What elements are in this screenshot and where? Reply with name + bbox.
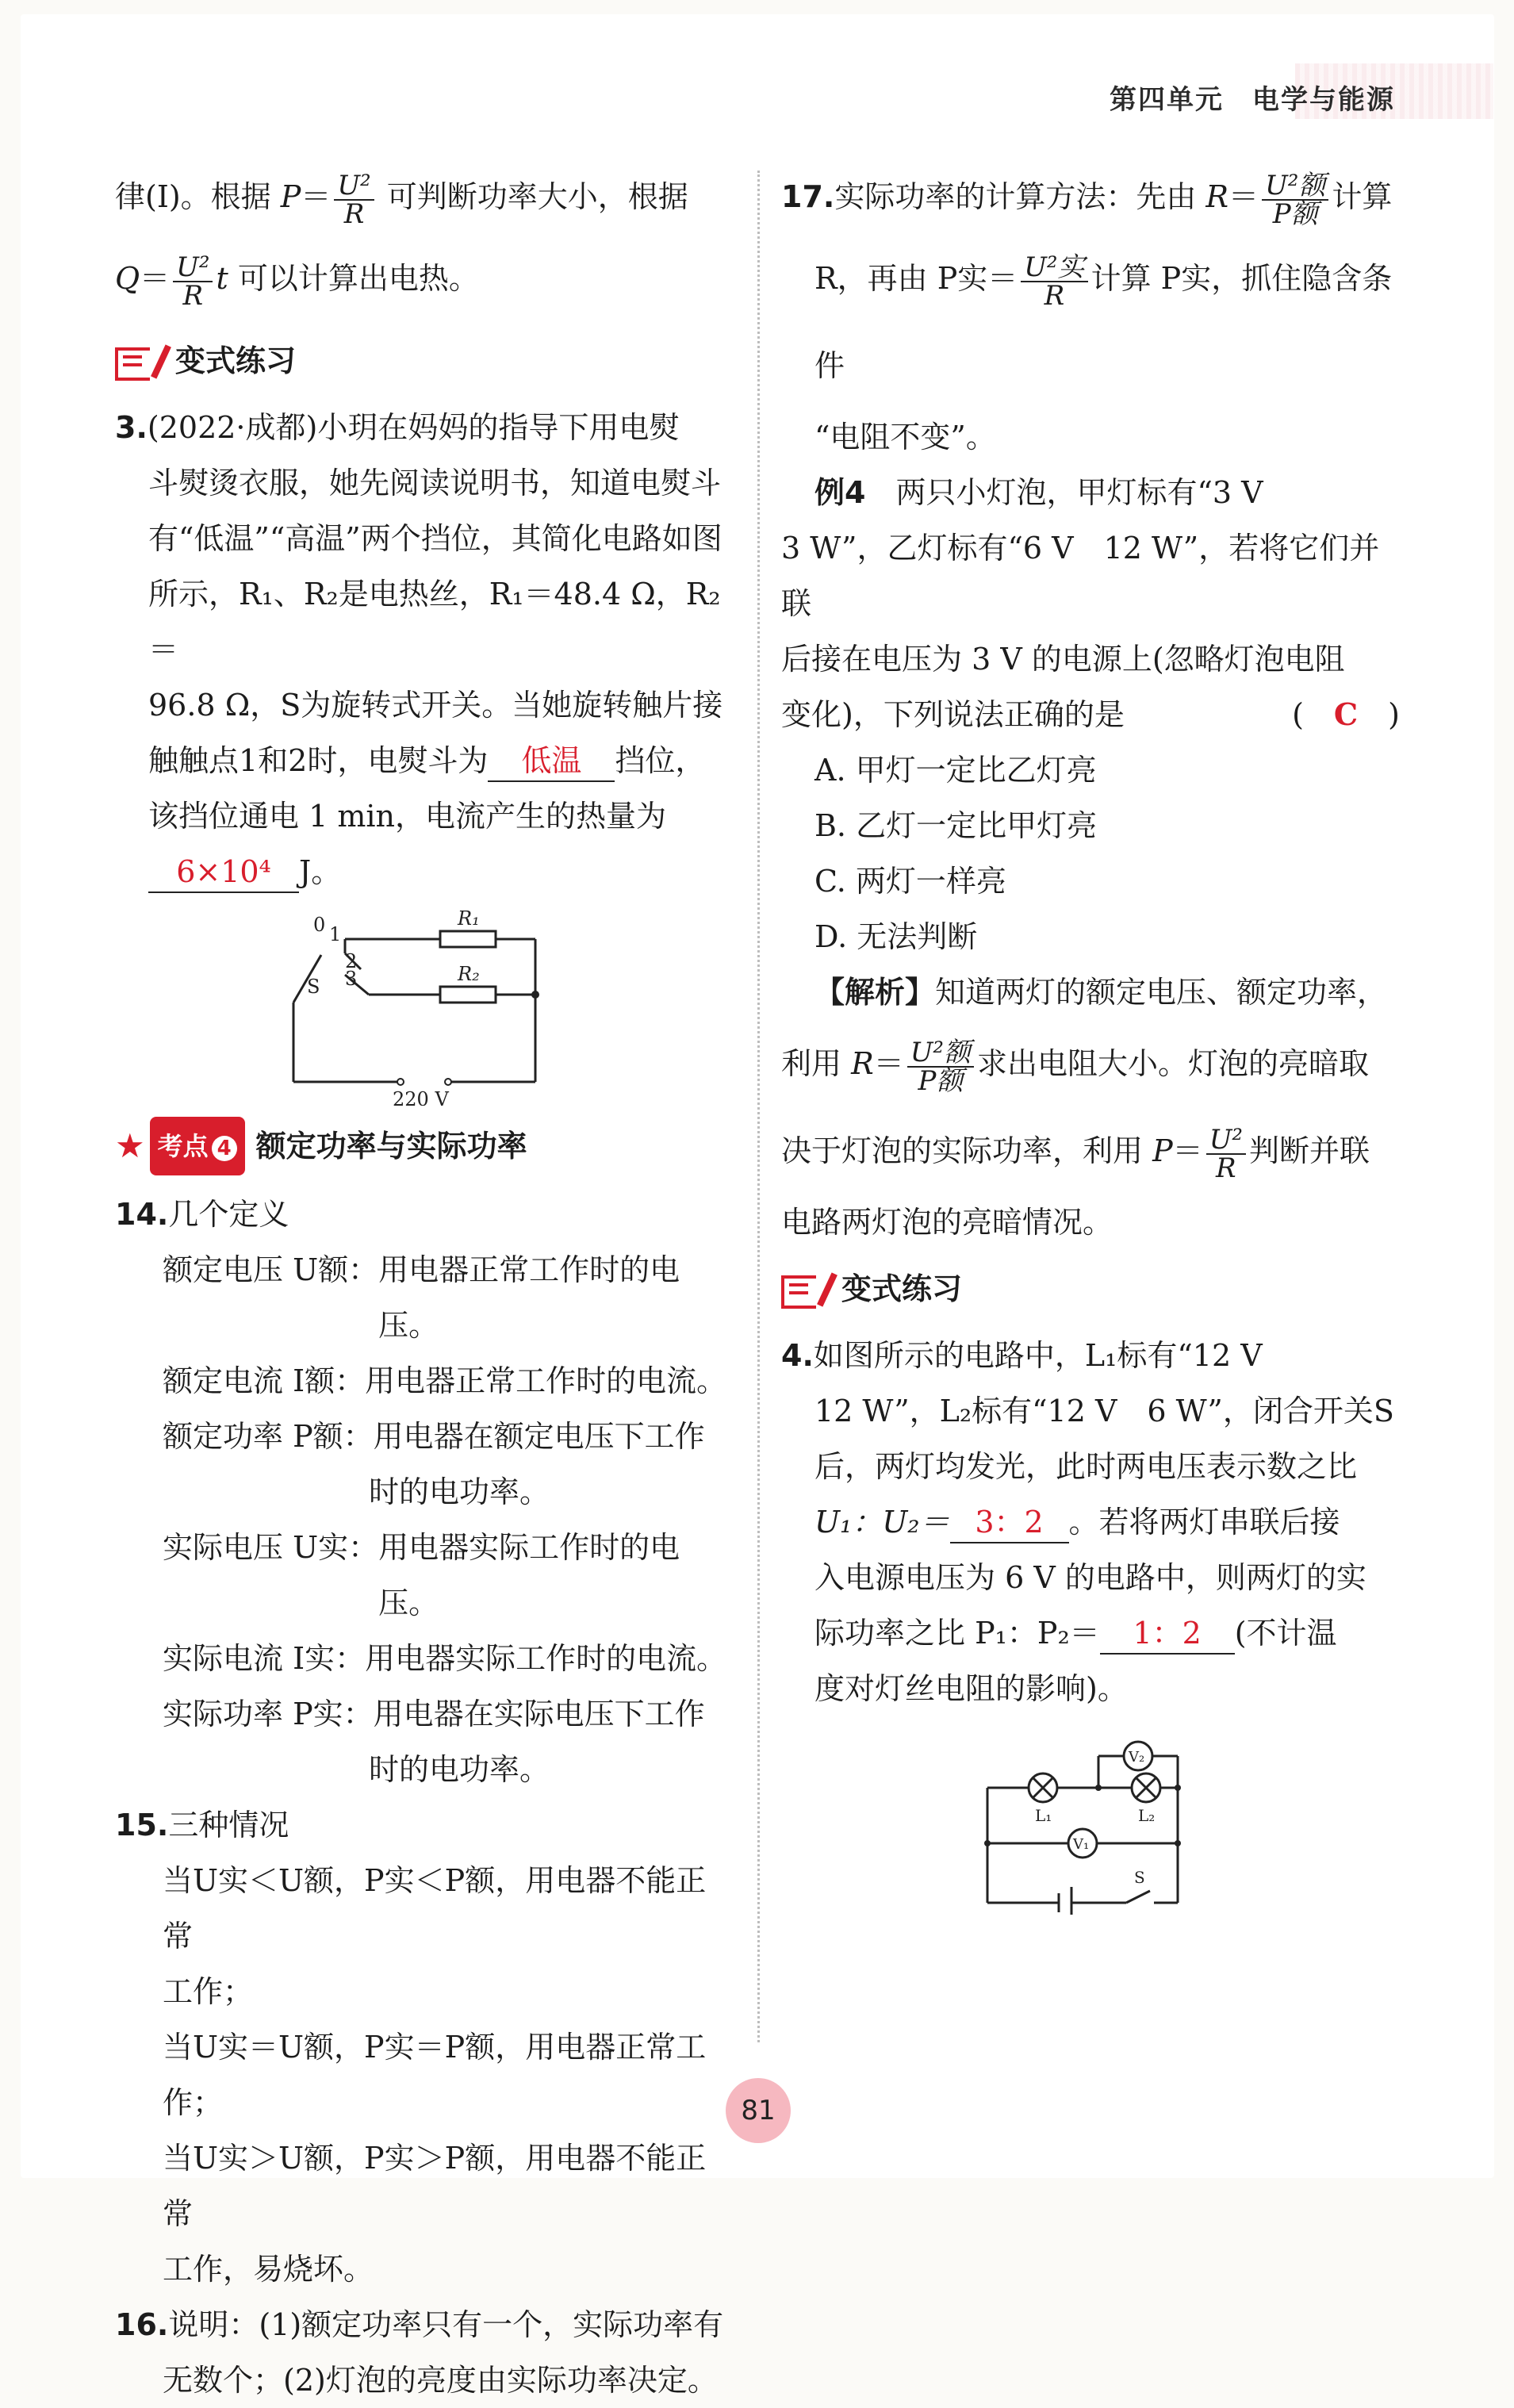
- def-row: 实际电压 U实： 用电器实际工作时的电压。: [163, 1530, 680, 1620]
- item-16: 16.说明：(1)额定功率只有一个，实际功率有 无数个；(2)灯泡的亮度由实际功率决定。: [115, 2307, 724, 2398]
- svg-text:2: 2: [345, 950, 358, 972]
- answer-blank-heat: 6×10⁴: [148, 852, 299, 893]
- question-3: 3.(2022·成都)小玥在妈妈的指导下用电熨 斗熨烫衣服，她先阅读说明书，知道电熨斗 有“低温”“高温”两个挡位，其简化电路如图 所示，R₁、R₂是电热丝，R₁＝48.4 Ω，R₂＝ 96.8 Ω，S为旋转式开关。当她旋转触片接 触触点1和2时，电熨斗为 低温 挡位， 该挡位通电 1 min，电流产生的热量为 6×10⁴ J。 R₁ R₂ 0 1 2 3 S 220 V: [115, 400, 734, 1106]
- item-15: 15.三种情况 当U实＜U额，P实＜P额，用电器不能正常 工作； 当U实＝U额，P实＝P额，用电器正常工作； 当U实＞U额，P实＞P额，用电器不能正常 工作，易烧坏。: [115, 1808, 707, 2287]
- item-17: 17.实际功率的计算方法：先由 R＝ $\frac{\text{U²额}}{\text{P额}}$ 计算 R，再由 P实＝ $\frac{\text{U²实}}{R}$ 计算 P实，抓住隐含条件 “电阻不变”。: [781, 169, 1393, 454]
- def-row: 时的电功率。: [369, 1474, 550, 1509]
- star-icon: ★: [115, 1126, 145, 1165]
- question-4: 4.如图所示的电路中，L₁标有“12 V 12 W”，L₂标有“12 V 6 W”，闭合开关S 后，两灯均发光，此时两电压表示数之比 U₁：U₂＝ 3：2 。若将两灯串联后接 入电源电压为 6 V 的电路中，则两灯的实 际功率之比 P₁：P₂＝ 1：2 (不计温 度对灯丝电阻的影响)。 L₁ L₂ V₂ V₁ S: [781, 1328, 1400, 1915]
- lamp-circuit-diagram: [979, 1732, 1202, 1915]
- def-row: 额定电流 I额： 用电器正常工作时的电流。: [163, 1363, 727, 1398]
- def-row: 时的电功率。: [369, 1752, 550, 1787]
- intro-line-1: 律(Ⅰ)。根据 P＝ $\frac{\text{U²}}{R}$ 可判断功率大小，根据: [115, 169, 688, 230]
- iron-circuit-diagram: [289, 907, 559, 1106]
- svg-text:L₁: L₁: [1035, 1806, 1052, 1825]
- def-row: 实际电流 I实： 用电器实际工作时的电流。: [163, 1641, 727, 1676]
- svg-text:R₂: R₂: [458, 963, 480, 985]
- answer-blank-power-ratio: 1：2: [1100, 1613, 1235, 1655]
- svg-text:S: S: [307, 976, 320, 998]
- practice-heading-2: 变式练习: [781, 1261, 1400, 1317]
- svg-text:V₂: V₂: [1129, 1749, 1145, 1766]
- svg-text:220 V: 220 V: [393, 1088, 449, 1106]
- resistance-formula: $\frac{\text{U²额}}{\text{P额}}$: [1262, 172, 1328, 228]
- column-divider: [757, 171, 760, 2042]
- left-column: [115, 159, 734, 2408]
- answer-blank-gear: 低温: [488, 741, 615, 782]
- answer-choice: C: [1333, 696, 1359, 732]
- option-a: A. 甲灯一定比乙灯亮: [814, 753, 1097, 788]
- practice-book-icon: [115, 344, 164, 378]
- answer-blank-voltage-ratio: 3：2: [950, 1502, 1069, 1543]
- def-row: 额定功率 P额： 用电器在额定电压下工作: [163, 1419, 705, 1454]
- def-row: 额定电压 U额： 用电器正常工作时的电压。: [163, 1252, 680, 1343]
- page-header: 第四单元 电学与能源: [1110, 84, 1395, 116]
- svg-text:1: 1: [329, 923, 342, 945]
- page-number: 81: [726, 2078, 791, 2143]
- heat-formula: $\frac{\text{U²}}{R}$: [173, 254, 213, 309]
- svg-text:3: 3: [345, 968, 358, 990]
- item-14: 14.几个定义 额定电压 U额： 用电器正常工作时的电压。 额定电流 I额： 用电器正常工作时的电流。 额定功率 P额： 用电器在额定电压下工作 时的电功率。 实际电压 U实： 用电器实际工作时的电压。 实际电流 I实： 用电器实际工作时的电流。 实际功率 P实： 用电器在实际电压下工作 时的电功率。: [115, 1187, 734, 1797]
- svg-text:0: 0: [313, 914, 326, 936]
- kaodian-heading: ★ 考点 4 额定功率与实际功率: [115, 1117, 734, 1175]
- option-b: B. 乙灯一定比甲灯亮: [814, 808, 1098, 843]
- power-formula: $\frac{\text{U²}}{R}$: [334, 172, 374, 228]
- intro-line-2: Q＝ $\frac{\text{U²}}{R}$ t 可以计算出电热。: [115, 251, 479, 312]
- actual-power-formula: $\frac{\text{U²实}}{R}$: [1021, 254, 1087, 309]
- def-row: 实际功率 P实： 用电器在实际电压下工作: [163, 1697, 705, 1731]
- svg-text:S: S: [1134, 1868, 1145, 1887]
- option-d: D. 无法判断: [814, 919, 978, 954]
- svg-text:L₂: L₂: [1138, 1806, 1156, 1825]
- right-column: [781, 159, 1400, 1923]
- option-c: C. 两灯一样亮: [814, 864, 1006, 899]
- svg-text:V₁: V₁: [1073, 1836, 1090, 1853]
- practice-book-icon: [781, 1272, 830, 1306]
- example-4: 例4 两只小灯泡，甲灯标有“3 V 3 W”，乙灯标有“6 V 12 W”，若将它们并联 后接在电压为 3 V 的电源上(忽略灯泡电阻 变化)，下列说法正确的是 ( C ) A. 甲灯一定比乙灯亮 B. 乙灯一定比甲灯亮 C. 两灯一样亮 D. 无法判断 【解析】知道两灯的额定电压、额定功率， 利用 R＝ $\frac{\text{U²额}}{\text{P额}}$ 求出电阻大小。灯泡的亮暗取 决于灯泡的实际功率，利用 P＝ $\frac{\text{U²}}{R}$ 判断并联 电路两灯泡的亮暗情况。: [781, 475, 1400, 1240]
- svg-text:R₁: R₁: [458, 907, 480, 930]
- practice-heading: 变式练习: [115, 333, 734, 389]
